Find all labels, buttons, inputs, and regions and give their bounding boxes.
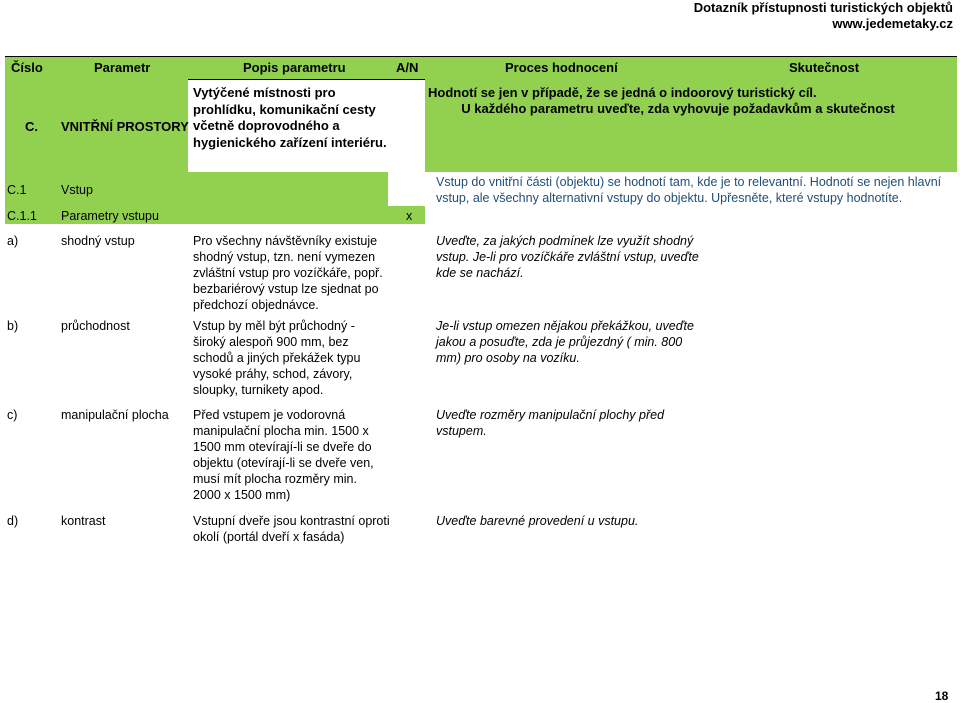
col-header-an: A/N [396, 60, 419, 75]
section-c-description: Vytýčené místnosti pro prohlídku, komunikační cesty včetně doprovodného a hygienického zařízení interiéru. [193, 85, 387, 150]
page-number: 18 [935, 689, 949, 703]
section-c11-number: C.1.1 [7, 209, 37, 223]
section-c11-an-value: x [406, 209, 413, 223]
row-parameter: manipulační plocha [61, 408, 169, 422]
col-header-process: Proces hodnocení [505, 60, 618, 75]
row-description: Vstup by měl být průchodný - široký alespoň 900 mm, bez schodů a jiných překážek typu vysoké práhy, schod, závory, sloupky, turnikety apod. [193, 319, 361, 397]
section-c-process-line2: U každého parametru uveďte, zda vyhovuje požadavkům a skutečnost [461, 101, 895, 116]
col-header-reality: Skutečnost [789, 60, 860, 75]
row-description: Před vstupem je vodorovná manipulační plocha min. 1500 x 1500 mm otevírají-li se dveře do objektu (otevírají-li se dveře ven, musí mít plocha rozměry min. 2000 x 1500 mm) [193, 408, 374, 502]
table-header-row [5, 56, 957, 80]
row-parameter: kontrast [61, 514, 106, 528]
row-description: Vstupní dveře jsou kontrastní oproti okolí (portál dveří x fasáda) [193, 514, 390, 544]
row-process: Uveďte, za jakých podmínek lze využít shodný vstup. Je-li pro vozíčkáře zvláštní vstup, uveďte kde se nachází. [436, 234, 699, 280]
row-parameter: průchodnost [61, 319, 130, 333]
row-process: Uveďte rozměry manipulační plochy před vstupem. [436, 408, 665, 438]
section-c-process-line1: Hodnotí se jen v případě, že se jedná o indoorový turistický cíl. [428, 85, 817, 100]
section-c-number: C. [25, 119, 38, 134]
col-header-parameter: Parametr [94, 60, 151, 75]
document-header [694, 0, 953, 32]
row-letter: a) [7, 234, 19, 248]
row-letter: c) [7, 408, 18, 422]
section-c1-number: C.1 [7, 183, 27, 197]
row-letter: b) [7, 319, 19, 333]
section-c1-process: Vstup do vnitřní části (objektu) se hodnotí tam, kde je to relevantní. Hodnotí se nejen hlavní vstup, ale všechny alternativní vstupy do objektu. Upřesněte, které vstupy hodnotíte. [436, 175, 942, 205]
section-c-name: VNITŘNÍ PROSTORY [61, 119, 189, 134]
col-header-number: Číslo [11, 60, 43, 75]
document-title: Dotazník přístupnosti turistických objektů [693, 0, 953, 15]
section-c11-name: Parametry vstupu [61, 209, 159, 223]
section-c1-name: Vstup [61, 183, 93, 197]
row-description: Pro všechny návštěvníky existuje shodný vstup, tzn. není vymezen zvláštní vstup pro vozíčkáře, popř. bezbariérový vstup lze sjednat po předchozí objednávce. [193, 234, 383, 312]
row-letter: d) [7, 514, 19, 528]
col-header-description: Popis parametru [243, 60, 346, 75]
row-process: Uveďte barevné provedení u vstupu. [436, 514, 639, 528]
row-process: Je-li vstup omezen nějakou překážkou, uveďte jakou a posuďte, zda je průjezdný ( min. 800 mm) pro osoby na vozíku. [436, 319, 694, 365]
row-parameter: shodný vstup [61, 234, 135, 248]
website-url: www.jedemetaky.cz [832, 16, 953, 31]
